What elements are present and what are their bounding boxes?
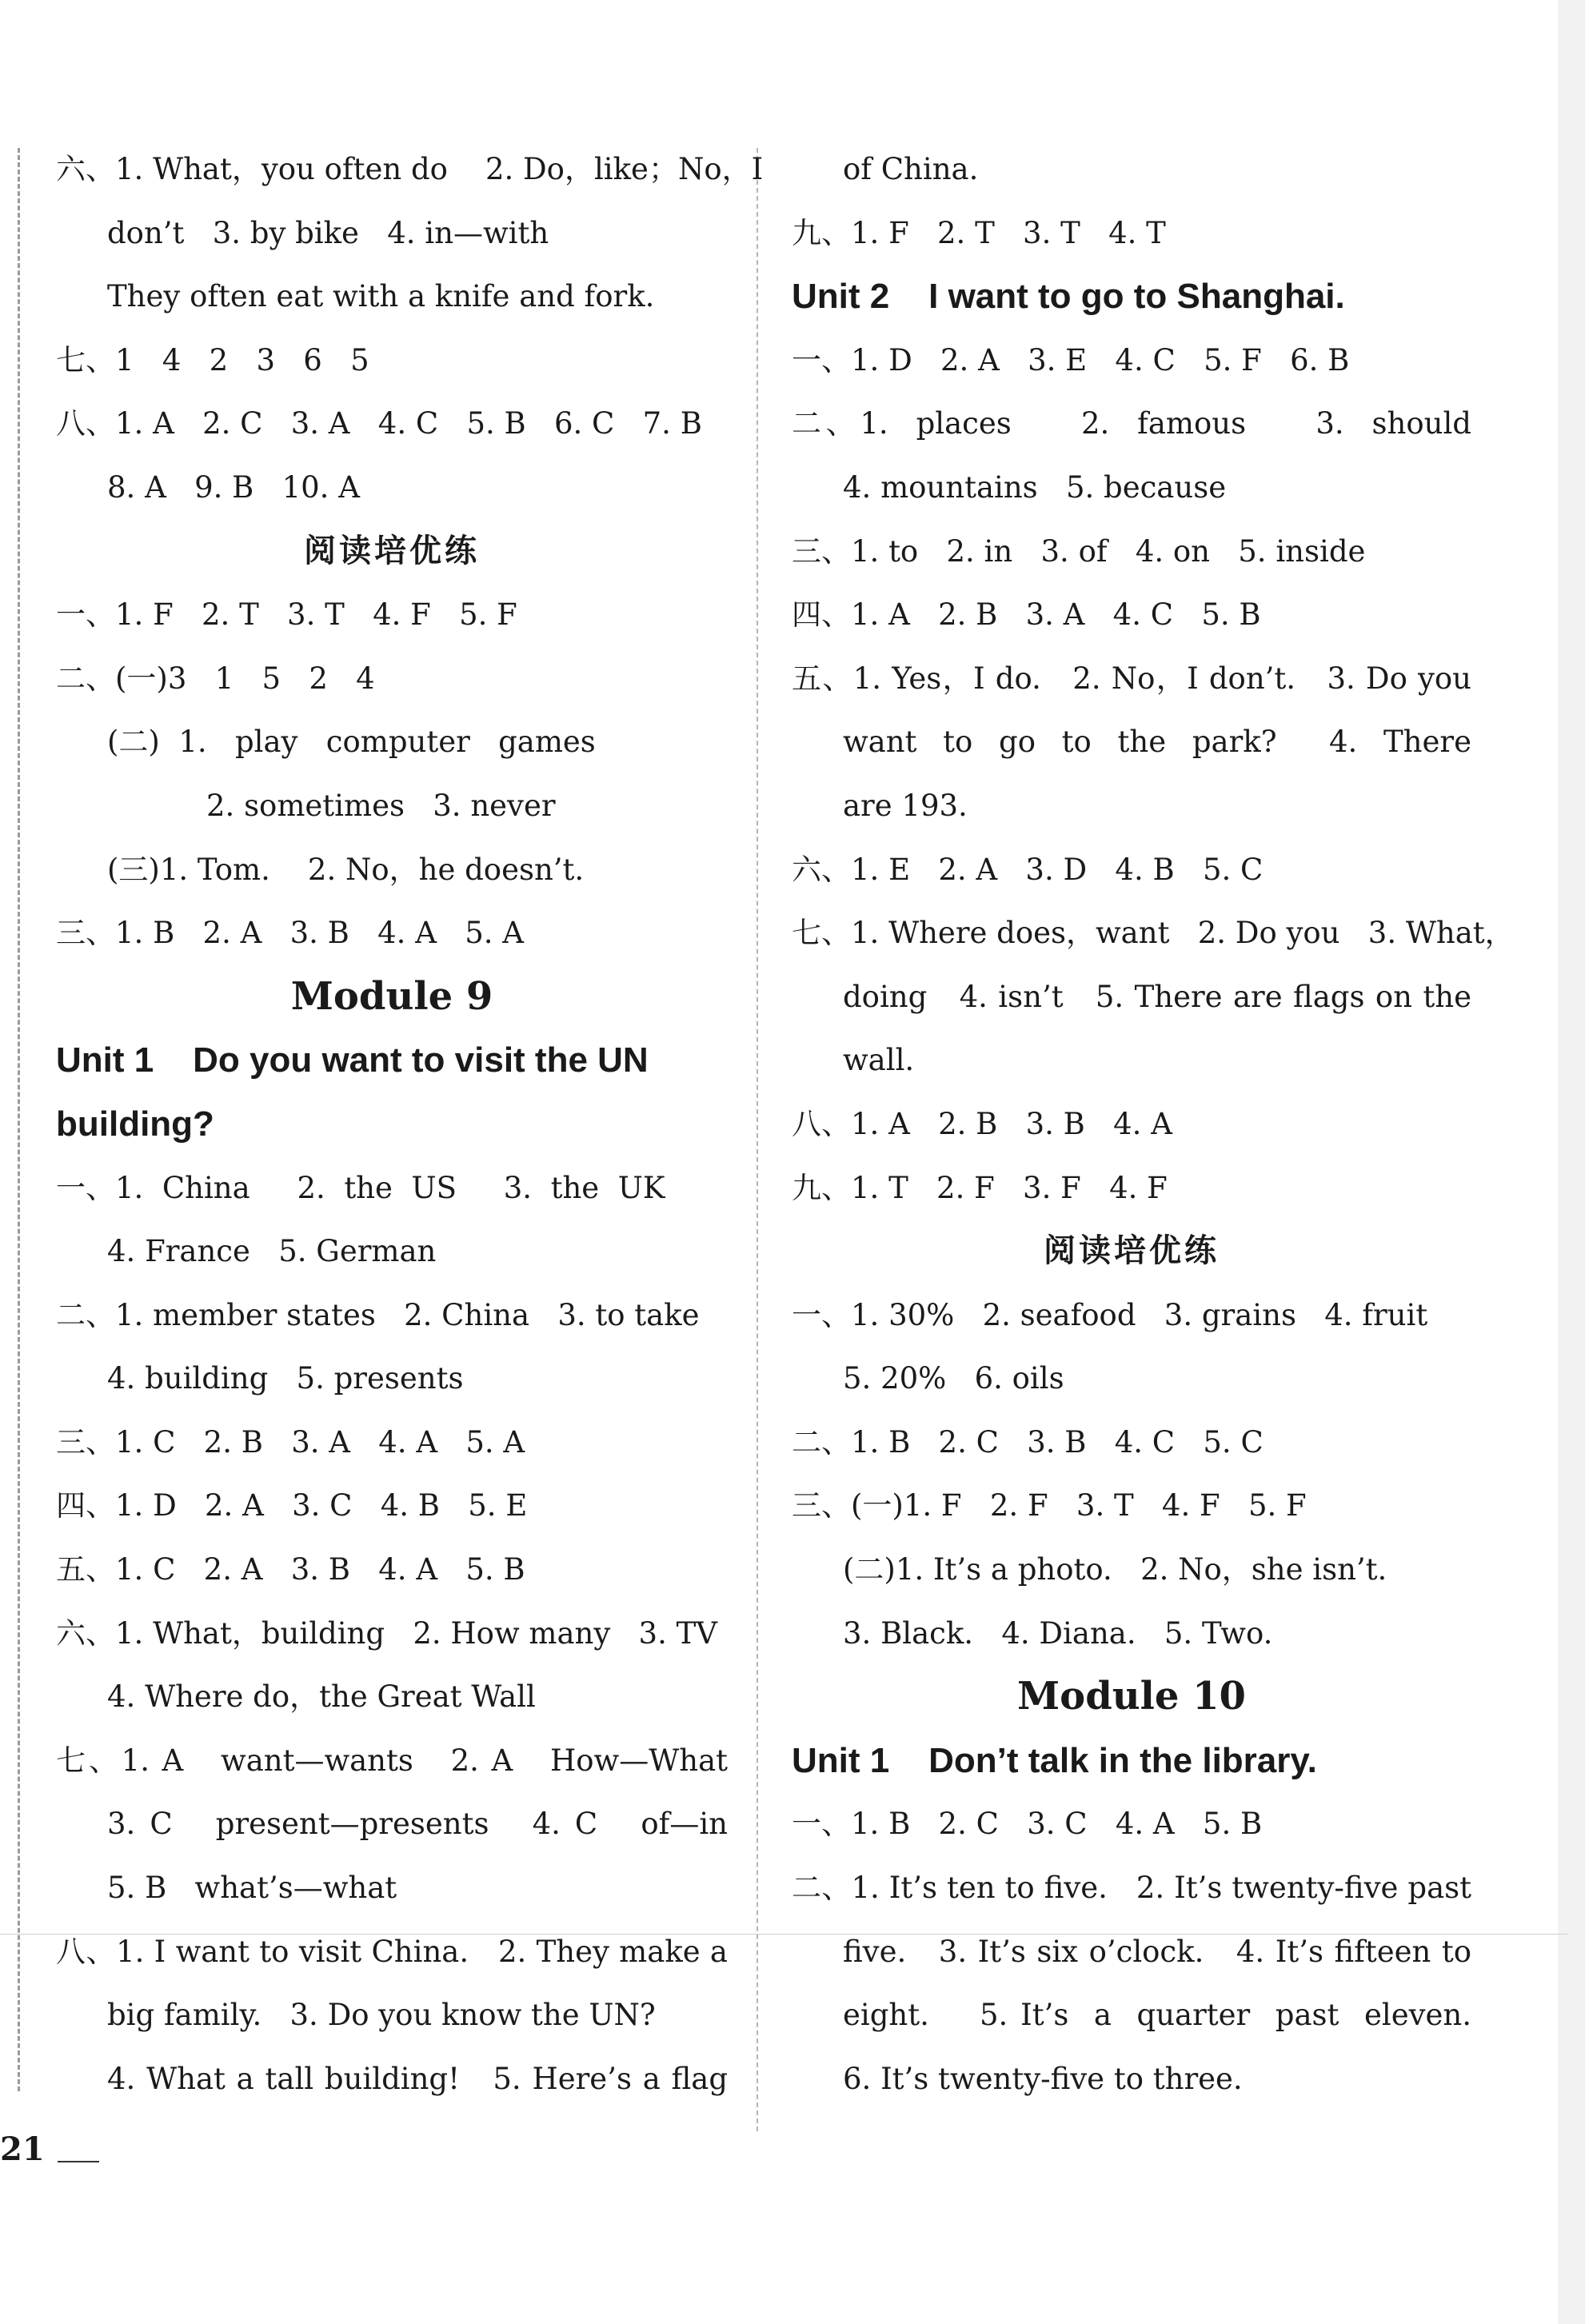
page-edge — [1558, 0, 1585, 2324]
left-column-line: big family. 3. Do you know the UN? — [107, 1998, 656, 2033]
right-column-line: 四、1. A 2. B 3. A 4. C 5. B — [792, 597, 1261, 633]
left-column-line: 3. C present—presents 4. C of—in — [107, 1807, 728, 1842]
left-column-line: 二、1. member states 2. China 3. to take — [56, 1297, 700, 1332]
left-column-line: 一、1. China 2. the US 3. the UK — [56, 1170, 665, 1205]
right-column-line: are 193. — [843, 788, 968, 823]
left-column-line: 六、1. What，you often do 2. Do，like；No，I — [56, 152, 764, 186]
right-column-line: 4. mountains 5. because — [843, 469, 1227, 505]
right-column-line: 三、(一)1. F 2. F 3. T 4. F 5. F — [792, 1488, 1307, 1523]
left-column-line: don’t 3. by bike 4. in—with — [107, 215, 549, 250]
right-column-line: 6. It’s twenty-five to three. — [843, 2061, 1243, 2096]
right-column-line: 一、1. D 2. A 3. E 4. C 5. F 6. B — [792, 342, 1350, 377]
right-column-line: five. 3. It’s six o’clock. 4. It’s fifteen to — [843, 1934, 1471, 1969]
right-column-line: 一、1. B 2. C 3. C 4. A 5. B — [792, 1807, 1263, 1842]
right-column-line: wall. — [843, 1043, 915, 1078]
right-column-line: 九、1. T 2. F 3. F 4. F — [792, 1170, 1168, 1205]
left-column-line: 4. building 5. presents — [107, 1361, 464, 1396]
column-divider — [757, 148, 758, 2131]
left-column-line: 一、1. F 2. T 3. T 4. F 5. F — [56, 597, 517, 633]
left-column-line: 六、1. What，building 2. How many 3. TV — [56, 1615, 718, 1651]
left-column-line: 五、1. C 2. A 3. B 4. A 5. B — [56, 1552, 525, 1587]
right-column-line: 二、1. It’s ten to five. 2. It’s twenty-five past — [792, 1871, 1471, 1906]
right-column-line: eight. 5. It’s a quarter past eleven. — [843, 1998, 1471, 2033]
right-column — [792, 138, 1515, 2110]
right-column-line: 阅读培优练 — [1044, 1232, 1220, 1270]
right-column-line: 三、1. to 2. in 3. of 4. on 5. inside — [792, 533, 1366, 569]
right-column-line: 九、1. F 2. T 3. T 4. T — [792, 215, 1166, 250]
left-column-line: 七、1 4 2 3 6 5 — [56, 342, 369, 377]
left-column-line: 4. What a tall building! 5. Here’s a flag — [107, 2061, 728, 2096]
right-column-line: 八、1. A 2. B 3. B 4. A — [792, 1106, 1172, 1141]
left-column-line: 三、1. B 2. A 3. B 4. A 5. A — [56, 916, 524, 951]
left-column-line: 5. B what’s—what — [107, 1871, 397, 1906]
right-column-line: Module 10 — [1017, 1674, 1246, 1719]
left-column-line: 4. France 5. German — [107, 1234, 437, 1269]
left-column-line: They often eat with a knife and fork. — [107, 279, 655, 314]
page-number-dash — [58, 2161, 99, 2162]
right-column-line: of China. — [843, 152, 979, 186]
right-column-line: 3. Black. 4. Diana. 5. Two. — [843, 1615, 1273, 1651]
left-column-line: Module 9 — [290, 973, 493, 1019]
left-column-line: Unit 1 Do you want to visit the UN — [56, 1040, 649, 1080]
right-column-line: 5. 20% 6. oils — [843, 1361, 1064, 1396]
left-column-line: 八、1. I want to visit China. 2. They make a — [56, 1934, 728, 1969]
right-column-line: Unit 2 I want to go to Shanghai. — [792, 277, 1345, 317]
right-column-line: (二)1. It’s a photo. 2. No，she isn’t. — [843, 1552, 1387, 1587]
right-column-line: 二、1. B 2. C 3. B 4. C 5. C — [792, 1424, 1264, 1459]
left-column-line: 阅读培优练 — [304, 532, 480, 569]
right-column-line: 五、1. Yes，I do. 2. No，I don’t. 3. Do you — [792, 661, 1471, 696]
right-column-line: Unit 1 Don’t talk in the library. — [792, 1740, 1317, 1780]
right-column-line: 六、1. E 2. A 3. D 4. B 5. C — [792, 852, 1264, 887]
left-column-line: 4. Where do，the Great Wall — [107, 1679, 536, 1715]
left-column-line: 八、1. A 2. C 3. A 4. C 5. B 6. C 7. B — [56, 406, 702, 441]
binding-dashed-line — [18, 148, 20, 2091]
right-column-line: doing 4. isn’t 5. There are flags on the — [843, 979, 1471, 1014]
left-column — [56, 138, 764, 2110]
page-number: 21 — [0, 2130, 45, 2168]
left-column-line: 七、1. A want—wants 2. A How—What — [56, 1743, 728, 1778]
left-column-line: 2. sometimes 3. never — [206, 788, 556, 823]
left-column-line: 三、1. C 2. B 3. A 4. A 5. A — [56, 1424, 525, 1459]
right-column-line: 七、1. Where does，want 2. Do you 3. What， — [792, 916, 1515, 951]
left-column-line: (二) 1. play computer games — [107, 725, 596, 760]
left-column-line: 二、(一)3 1 5 2 4 — [56, 661, 375, 696]
right-column-line: 二、1. places 2. famous 3. should — [792, 406, 1471, 441]
left-column-line: building? — [56, 1104, 214, 1144]
right-column-line: want to go to the park? 4. There — [843, 725, 1471, 760]
left-column-line: 8. A 9. B 10. A — [107, 469, 360, 505]
left-column-line: 四、1. D 2. A 3. C 4. B 5. E — [56, 1488, 528, 1523]
left-column-line: (三)1. Tom. 2. No，he doesn’t. — [107, 852, 585, 887]
right-column-line: 一、1. 30% 2. seafood 3. grains 4. fruit — [792, 1297, 1428, 1332]
